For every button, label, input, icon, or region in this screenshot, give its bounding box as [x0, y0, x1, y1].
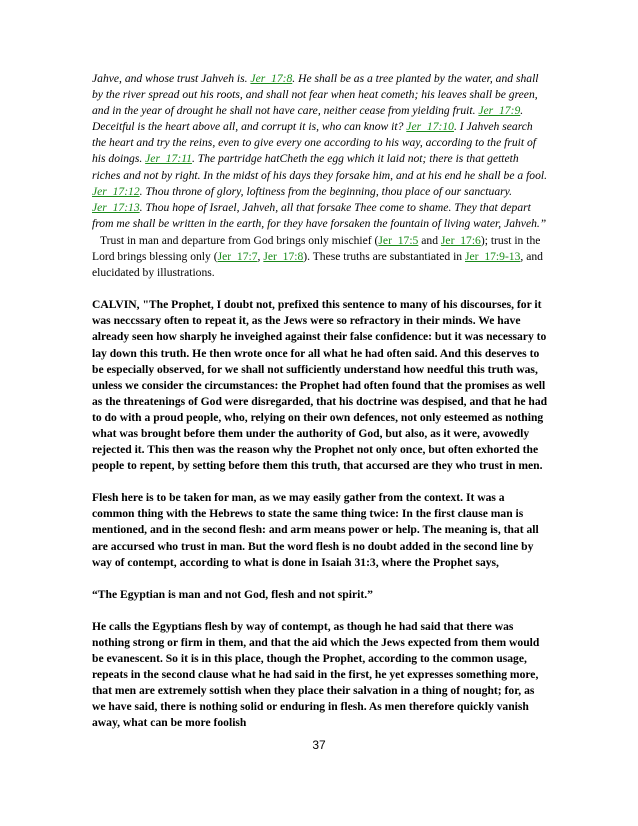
flesh-paragraph: Flesh here is to be taken for man, as we may easily gather from the context. It was a common thing with the Hebrews to state the same thing twice: In the first clause man is mentioned, and in the second flesh: and arm means power or help. The meaning is, that all are accursed who trust in man. But the word flesh is no doubt added in the second line by way of contempt, according to what is done in Isaiah 31:3, where the Prophet says, [92, 491, 539, 569]
summary-paragraph [92, 233, 548, 281]
quoted-passage [92, 71, 548, 232]
text-run: . Thou throne of glory, loftiness from the beginning, thou place of our sanctuary. [139, 184, 513, 198]
document-body [92, 71, 548, 731]
text-run: , [257, 250, 264, 264]
scripture-reference-link[interactable]: Jer_17:11 [145, 152, 192, 166]
text-run: Trust in man and departure from God brings only mischief ( [100, 233, 379, 247]
calvin-paragraph: CALVIN, "The Prophet, I doubt not, prefixed this sentence to many of his discourses, for it was neccssary often to repeat it, as the Jews were so refractory in their minds. We have already seen how sharply he inveighed against their false confidence: but it was necessary to lay down this truth. He then wrote once for all what he had often said. And this deserves to be especially observed, for we shall not sufficiently understand how needful this truth was, unless we consider the circumstances: the Prophet had often found that the promises as well as the threatenings of God were disregarded, that his doctrine was despised, and that he had to do with a proud people, who, relying on their own defences, not only esteemed as nothing what was brought before them under the authority of God, but also, as it were, avowedly rejected it. This then was the reason why the Prophet not only once, but often exhorted the people to repent, by setting before them this truth, that accursed are they who trust in men. [92, 298, 548, 473]
text-run: . I Jahveh search the heart and try the reins, even to give every one according to his way, according to the fruit of his doings. [92, 120, 537, 166]
scripture-reference-link[interactable]: Jer_17:9-13 [465, 250, 521, 264]
text-run: , and elucidated by illustrations. [92, 250, 543, 280]
scripture-reference-link[interactable]: Jer_17:7 [217, 250, 258, 264]
page-number: 37 [312, 738, 326, 752]
scripture-reference-link[interactable]: Jer_17:6 [440, 233, 481, 247]
text-run: . Thou hope of Israel, Jahveh, all that forsake Thee come to shame. They that depart from me shall be written in the earth, for they have forsaken the fountain of living water, Jahveh.” [92, 200, 547, 230]
calls-paragraph: He calls the Egyptians flesh by way of contempt, as though he had said that there was nothing strong or firm in them, and that the aid which the Jews expected from them would be evanescent. So it is in this place, though the Prophet, according to the common usage, repeats in the second clause what he had said in the first, he yet expresses something more, that men are extremely sottish when they place their salvation in a thing of nought; for, as we have said, there is nothing solid or enduring in flesh. As men therefore quickly vanish away, what can be more foolish [92, 619, 540, 730]
text-run: Jahve, and whose trust Jahveh is. [92, 72, 251, 85]
text-run: and [418, 233, 441, 247]
scripture-reference-link[interactable]: Jer_17:12 [92, 184, 140, 198]
scripture-reference-link[interactable]: Jer_17:8 [263, 250, 304, 264]
scripture-reference-link[interactable]: Jer_17:13 [92, 200, 140, 214]
scripture-reference-link[interactable]: Jer_17:8 [250, 72, 293, 85]
text-run: . He shall be as a tree planted by the water, and shall by the river spread out his roots, and shall not fear when heat cometh; his leaves shall be green, and in the year of drought he shall not have care, neither cease from yielding fruit. [92, 72, 539, 118]
text-run: . The partridge hatCheth the egg which it laid not; there is that getteth riches and not by right. In the midst of his days they forsake him, and at his end he shall be a fool. [92, 152, 548, 182]
text-run: ). These truths are substantiated in [303, 250, 466, 264]
scripture-reference-link[interactable]: Jer_17:9 [478, 104, 521, 118]
egyptian-quote: “The Egyptian is man and not God, flesh and not spirit.” [92, 587, 373, 601]
text-run: . Deceitful is the heart above all, and corrupt it is, who can know it? [92, 104, 524, 134]
text-run: ); trust in the Lord brings blessing only ( [92, 233, 541, 264]
scripture-reference-link[interactable]: Jer_17:10 [406, 120, 454, 134]
scripture-reference-link[interactable]: Jer_17:5 [378, 233, 419, 247]
